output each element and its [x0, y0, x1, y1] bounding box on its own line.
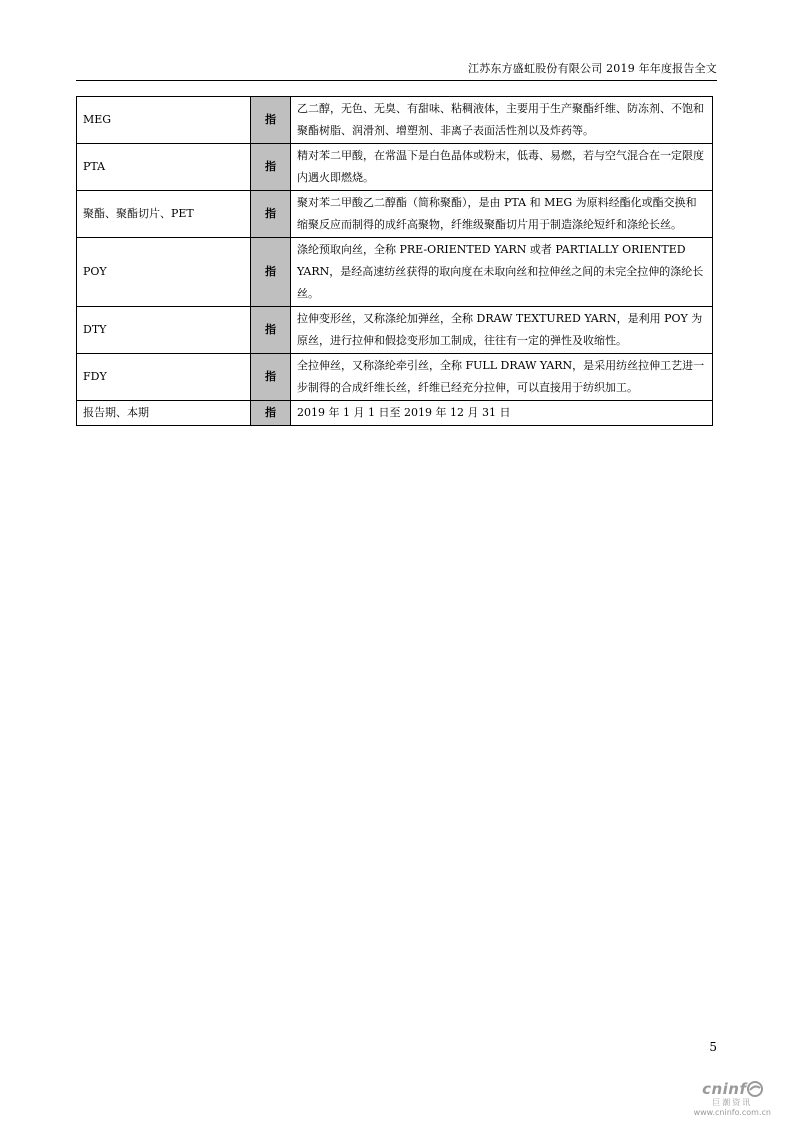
term-cell: PTA — [77, 144, 251, 191]
term-cell: 聚酯、聚酯切片、PET — [77, 191, 251, 238]
term-cell: MEG — [77, 97, 251, 144]
table-row — [77, 97, 713, 144]
marker-cell: 指 — [251, 401, 291, 426]
marker-cell: 指 — [251, 144, 291, 191]
page-number: 5 — [709, 1040, 717, 1054]
table-row — [77, 238, 713, 307]
term-cell: POY — [77, 238, 251, 307]
marker-cell: 指 — [251, 97, 291, 144]
marker-cell: 指 — [251, 191, 291, 238]
description-cell: 乙二醇，无色、无臭、有甜味、粘稠液体，主要用于生产聚酯纤维、防冻剂、不饱和聚酯树脂、润滑剂、增塑剂、非离子表面活性剂以及炸药等。 — [291, 97, 713, 144]
cninfo-watermark — [694, 1080, 771, 1118]
logo-text: cninf — [702, 1080, 747, 1098]
logo-url: www.cninfo.com.cn — [693, 1108, 771, 1117]
term-cell: DTY — [77, 307, 251, 354]
description-cell: 拉伸变形丝，又称涤纶加弹丝，全称 DRAW TEXTURED YARN，是利用 POY 为原丝，进行拉伸和假捻变形加工制成，往往有一定的弹性及收缩性。 — [291, 307, 713, 354]
table-row — [77, 354, 713, 401]
logo-swirl-icon — [747, 1081, 763, 1097]
marker-cell: 指 — [251, 307, 291, 354]
table-row — [77, 144, 713, 191]
header-rule — [76, 80, 717, 81]
document-header: 江苏东方盛虹股份有限公司 2019 年年度报告全文 — [468, 62, 717, 75]
description-cell: 全拉伸丝，又称涤纶牵引丝，全称 FULL DRAW YARN，是采用纺丝拉伸工艺进一步制得的合成纤维长丝，纤维已经充分拉伸，可以直接用于纺织加工。 — [291, 354, 713, 401]
table-row — [77, 307, 713, 354]
marker-cell: 指 — [251, 354, 291, 401]
description-cell: 精对苯二甲酸，在常温下是白色晶体或粉末，低毒、易燃，若与空气混合在一定限度内遇火即燃烧。 — [291, 144, 713, 191]
table-row — [77, 191, 713, 238]
logo-subtitle: 巨潮资讯 — [712, 1098, 753, 1107]
term-cell: 报告期、本期 — [77, 401, 251, 426]
definitions-table — [76, 96, 713, 426]
marker-cell: 指 — [251, 238, 291, 307]
table-row — [77, 401, 713, 426]
description-cell: 聚对苯二甲酸乙二醇酯（简称聚酯），是由 PTA 和 MEG 为原料经酯化或酯交换和缩聚反应而制得的成纤高聚物，纤维级聚酯切片用于制造涤纶短纤和涤纶长丝。 — [291, 191, 713, 238]
description-cell: 涤纶预取向丝，全称 PRE-ORIENTED YARN 或者 PARTIALLY ORIENTED YARN，是经高速纺丝获得的取向度在未取向丝和拉伸丝之间的未完全拉伸的涤纶长丝。 — [291, 238, 713, 307]
term-cell: FDY — [77, 354, 251, 401]
description-cell: 2019 年 1 月 1 日至 2019 年 12 月 31 日 — [291, 401, 713, 426]
